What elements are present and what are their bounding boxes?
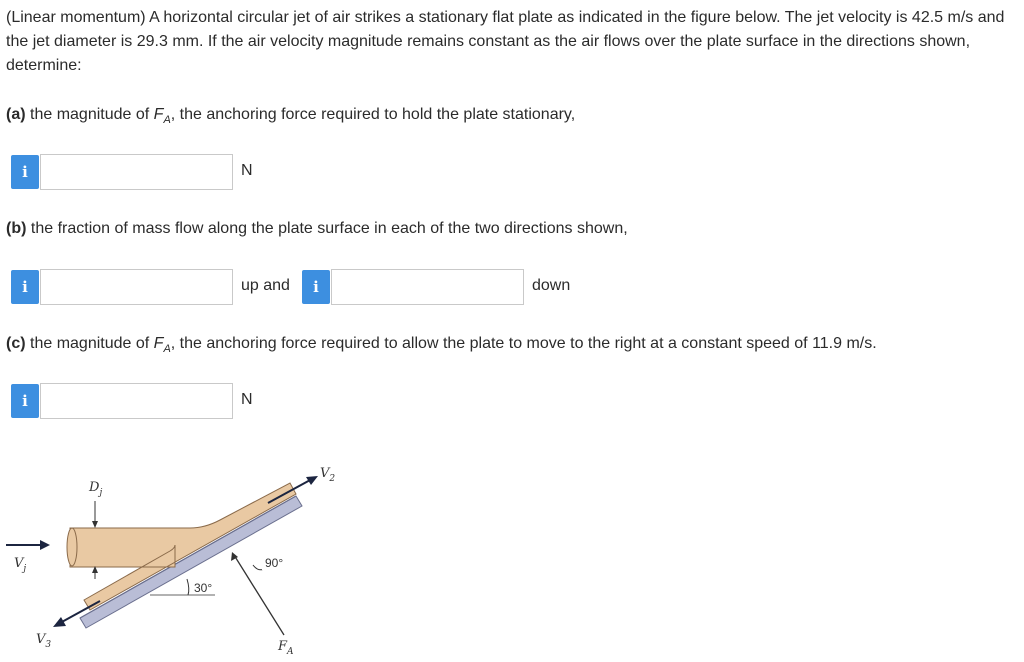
- part-a-tag: (a): [6, 106, 26, 123]
- v2-label: $V_2$: [320, 466, 336, 484]
- part-a-after: , the anchoring force required to hold the plate stationary,: [170, 106, 576, 123]
- part-a-before: the magnitude of: [25, 106, 154, 123]
- part-c-before: the magnitude of: [25, 335, 154, 352]
- part-a-label: [6, 106, 575, 126]
- part-c-symbol: F: [153, 335, 164, 352]
- part-c-answer-input[interactable]: [40, 383, 233, 419]
- vj-label: $V_j$: [14, 556, 27, 574]
- part-b-down-info-icon[interactable]: i: [302, 270, 330, 304]
- fa-label: $F_A$: [278, 639, 294, 657]
- part-b-label: [6, 220, 628, 238]
- v3-label: $V_3$: [36, 632, 52, 650]
- part-a-symbol: F: [153, 106, 164, 123]
- part-b-down-answer-input[interactable]: [331, 269, 524, 305]
- part-c-after: , the anchoring force required to allow the plate to move to the right at a constant speed of 11.9 m/s.: [170, 335, 877, 352]
- part-c-sub: A: [163, 343, 171, 356]
- angle-30-label: 30°: [194, 581, 213, 595]
- part-a-unit: N: [241, 162, 253, 179]
- part-a-answer-input[interactable]: [40, 154, 233, 190]
- jet-plate-figure: [0, 455, 360, 662]
- part-c-info-icon[interactable]: i: [11, 384, 39, 418]
- part-a-sub: A: [163, 114, 171, 127]
- part-c-tag: (c): [6, 335, 26, 352]
- vj-arrow-head: [40, 540, 50, 550]
- part-b-down-label: down: [532, 277, 571, 294]
- part-b-up-label: up and: [241, 277, 290, 294]
- angle-90-label: 90°: [265, 556, 284, 570]
- dj-label: $D_j$: [89, 480, 103, 498]
- part-b-up-answer-input[interactable]: [40, 269, 233, 305]
- part-b-up-info-icon[interactable]: i: [11, 270, 39, 304]
- part-c-unit: N: [241, 391, 253, 408]
- jet-end: [67, 528, 77, 566]
- problem-statement: (Linear momentum) A horizontal circular jet of air strikes a stationary flat plate as indicated in the figure below. The jet velocity is 42.5 m/s and the jet diameter is 29.3 mm. If the air velocity magnitude remains constant as the air flows over the plate surface in the directions shown, determine:: [6, 9, 1005, 74]
- part-c-label: [6, 335, 877, 355]
- part-b-text: the fraction of mass flow along the plate surface in each of the two directions shown,: [26, 220, 628, 237]
- part-b-tag: (b): [6, 220, 27, 237]
- air-jet: [70, 483, 296, 610]
- part-a-info-icon[interactable]: i: [11, 155, 39, 189]
- v3-arrow-head: [53, 617, 66, 627]
